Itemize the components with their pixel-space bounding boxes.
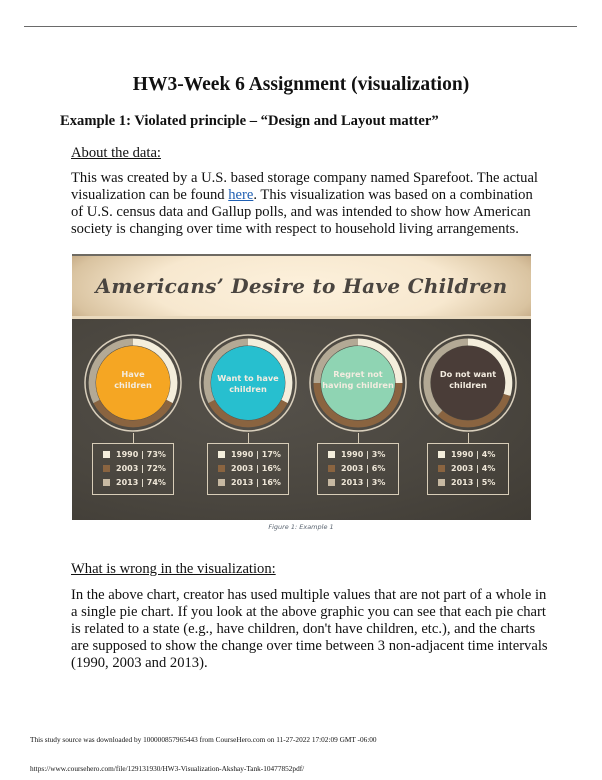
donut-want-children [198, 333, 298, 433]
label-line: children [229, 383, 267, 394]
legend-have-children [92, 443, 174, 495]
legend-regret-not-having [317, 443, 399, 495]
legend-want-children [207, 443, 289, 495]
source-url: https://www.coursehero.com/file/129131930/HW3-Visualization-Akshay-Tank-10477852pdf/ [30, 764, 305, 773]
legend-do-not-want [427, 443, 509, 495]
infographic-board [72, 319, 531, 520]
donut-do-not-want [418, 333, 518, 433]
top-rule [24, 26, 577, 27]
label-line: children [114, 379, 152, 390]
label-line: Do not want [439, 369, 497, 379]
legend-value: 2003 | 16% [231, 463, 281, 473]
label-line: Want to have [217, 373, 279, 383]
legend-value: 2013 | 5% [451, 477, 496, 487]
donut-label [418, 369, 518, 390]
swatch-1990 [218, 451, 225, 458]
connector-line [133, 433, 134, 443]
swatch-1990 [328, 451, 335, 458]
here-link[interactable]: here [228, 187, 254, 203]
legend-value: 2003 | 6% [341, 463, 386, 473]
swatch-2013 [103, 479, 110, 486]
label-line: having children [322, 379, 394, 390]
about-text-after: . This visualization was based on a combination of U.S. census data and Gallup polls, and was intended to show how American society is changing over time with respect to household living arrangements. [71, 187, 533, 237]
donut-label [308, 369, 408, 390]
swatch-2003 [328, 465, 335, 472]
legend-value: 1990 | 4% [451, 449, 496, 459]
legend-value: 1990 | 3% [341, 449, 386, 459]
about-text-before: This was created by a U.S. based storage company named Sparefoot. The actual visualization can be found [71, 170, 538, 203]
legend-row-1990 [328, 449, 385, 459]
legend-value: 2003 | 4% [451, 463, 496, 473]
donut-label [198, 373, 298, 394]
swatch-2003 [438, 465, 445, 472]
donut-have-children [83, 333, 183, 433]
swatch-1990 [438, 451, 445, 458]
legend-value: 2013 | 3% [341, 477, 386, 487]
label-line: children [449, 379, 487, 390]
swatch-2003 [218, 465, 225, 472]
connector-line [248, 433, 249, 443]
label-line: Regret not [333, 369, 383, 379]
swatch-2003 [103, 465, 110, 472]
legend-value: 1990 | 73% [116, 449, 166, 459]
section-heading: Example 1: Violated principle – “Design and Layout matter” [60, 113, 439, 129]
infographic-figure [72, 254, 531, 520]
legend-row-2003 [438, 463, 495, 473]
legend-row-2013 [328, 477, 385, 487]
infographic-title: Americans’ Desire to Have Children [95, 274, 508, 298]
legend-row-2013 [103, 477, 166, 487]
download-notice: This study source was downloaded by 100000857965443 from CourseHero.com on 11-27-2022 17:02:09 GMT -06:00 [30, 735, 377, 744]
legend-value: 2003 | 72% [116, 463, 166, 473]
swatch-2013 [438, 479, 445, 486]
swatch-1990 [103, 451, 110, 458]
legend-row-1990 [218, 449, 281, 459]
infographic-banner [72, 254, 531, 318]
about-data-paragraph [71, 170, 546, 238]
legend-row-1990 [438, 449, 495, 459]
wrong-heading: What is wrong in the visualization: [71, 561, 276, 577]
connector-line [358, 433, 359, 443]
swatch-2013 [218, 479, 225, 486]
legend-value: 2013 | 74% [116, 477, 166, 487]
legend-value: 1990 | 17% [231, 449, 281, 459]
legend-row-2013 [218, 477, 281, 487]
legend-row-1990 [103, 449, 166, 459]
label-line: Have [121, 369, 145, 379]
connector-line [468, 433, 469, 443]
legend-row-2013 [438, 477, 495, 487]
page-title: HW3-Week 6 Assignment (visualization) [132, 74, 470, 95]
donut-regret-not-having [308, 333, 408, 433]
legend-row-2003 [218, 463, 281, 473]
donut-label [83, 369, 183, 390]
legend-row-2003 [103, 463, 166, 473]
wrong-paragraph: In the above chart, creator has used multiple values that are not part of a whole in a single pie chart. If you look at the above graphic you can see that each pie chart is related to a state (e.g., have children, don't have children, etc.), and the charts are supposed to show the change over time between 3 non-adjacent time intervals (1990, 2003 and 2013). [71, 587, 548, 671]
figure-caption: Figure 1: Example 1 [268, 523, 334, 531]
legend-row-2003 [328, 463, 385, 473]
swatch-2013 [328, 479, 335, 486]
legend-value: 2013 | 16% [231, 477, 281, 487]
about-data-heading: About the data: [71, 145, 161, 161]
